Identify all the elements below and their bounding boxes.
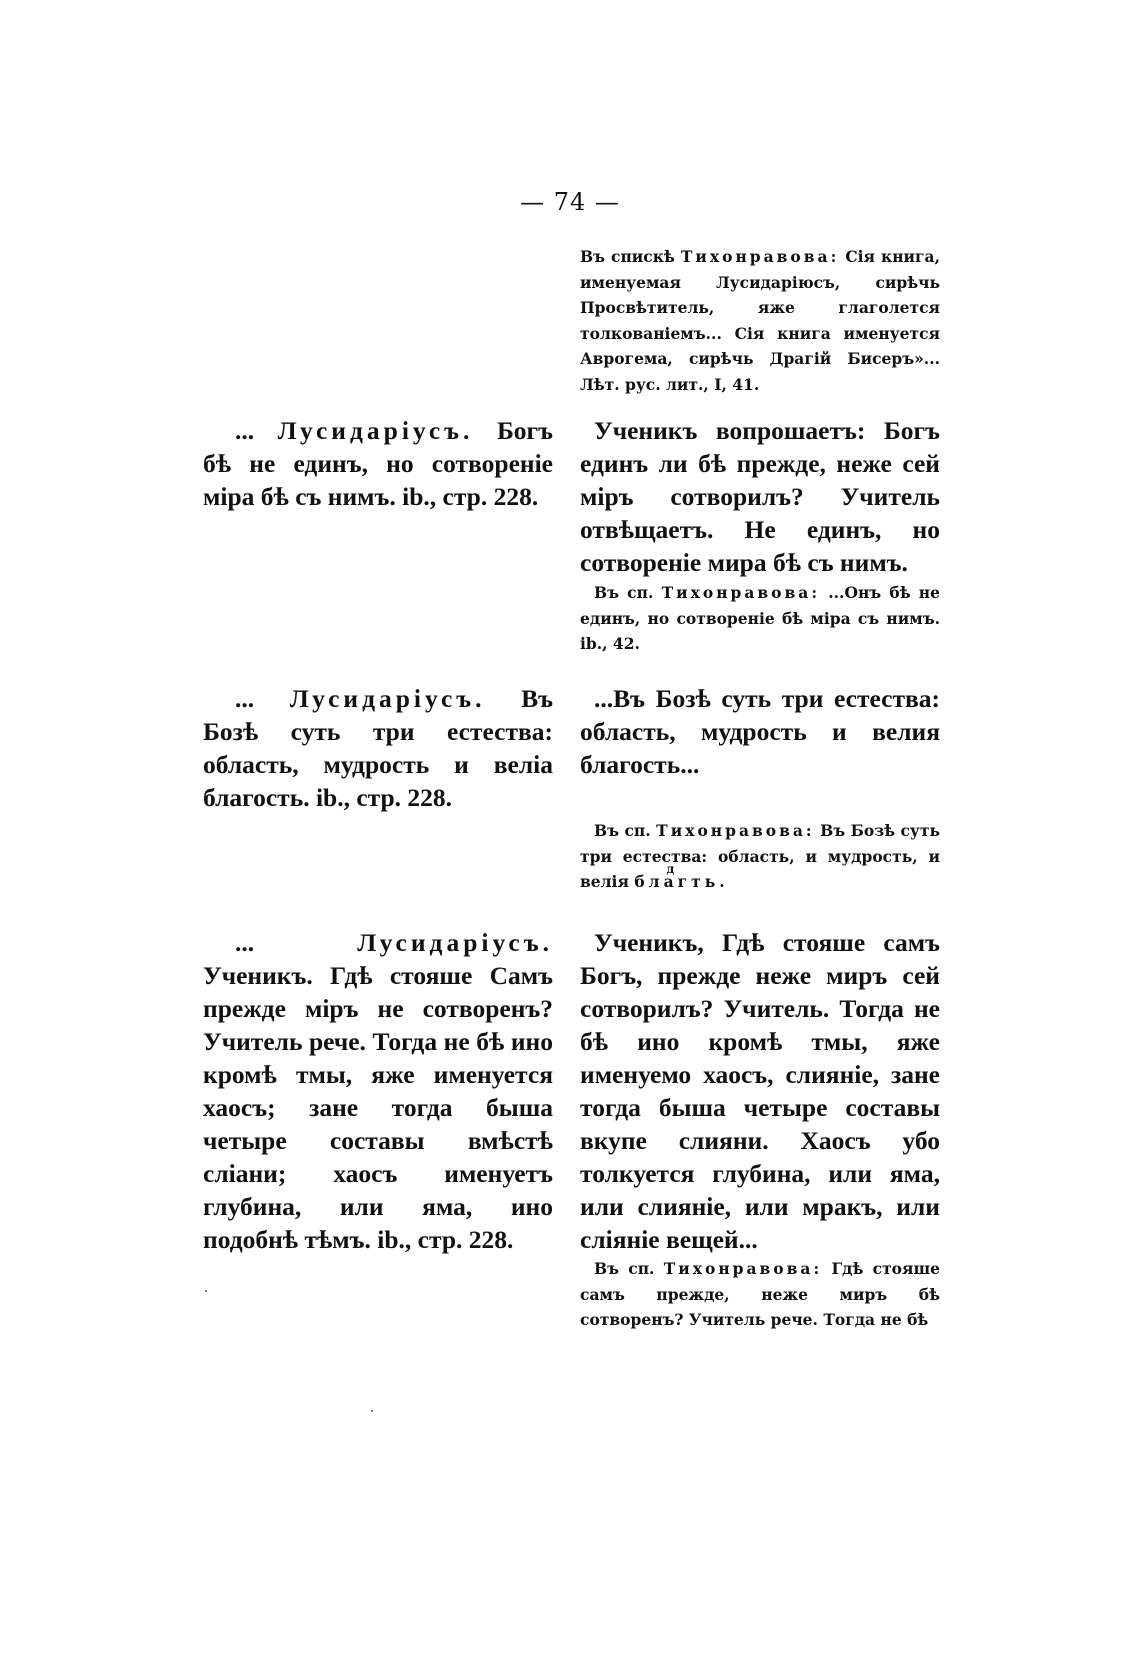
page-number: — 74 — [520,188,620,216]
section2-right-text: ...Въ Бозѣ суть три естества: область, мудрость и велия благость... [580,684,940,779]
lead-ellipsis: ... [235,684,290,713]
lead-ellipsis: ... [235,928,358,957]
note-lead: Въ сп. [594,583,654,602]
section2-left-body: Въ Бозѣ суть три естества: область, мудрость и веліа благость. ib., стр. 228. [203,684,554,812]
print-speck [205,1290,207,1292]
section2-note [580,818,940,895]
abbreviation [634,862,729,891]
section1-note [580,580,940,657]
print-speck [371,1410,373,1412]
section3-right-text: Ученикъ, Гдѣ стояше самъ Богъ, прежде неже миръ сей сотворилъ? Учитель. Тогда не бѣ ино кромѣ тмы, яже именуемо хаосъ, слияніе, зане тогда быша четыре составы вкупе слияни. Хаосъ убо толкуется глубина, или яма, или слияніе, или мракъ, или сліяніе вещей... [580,928,940,1254]
section1-left-body: Богъ бѣ не единъ, но сотвореніе міра бѣ съ нимъ. ib., стр. 228. [203,416,554,511]
note-author-name: Тихонравова: [661,583,821,602]
abbreviation-superscript: д [666,862,675,876]
note-author-name: Тихонравова: [656,821,815,840]
lead-ellipsis: ... [235,416,278,445]
lucidarius-name: Лусидаріусъ. [277,416,474,445]
abbreviation-text: благть. [634,872,729,891]
note-text: ...Онъ бѣ не единъ, но сотвореніе бѣ міра съ нимъ. ib., 42. [580,583,941,653]
lucidarius-name: Лусидаріусъ. [289,684,486,713]
note-lead: Въ спискѣ [580,247,675,266]
section1-left-text [203,414,553,513]
note-text: Сія книга, именуемая Лусидаріюсъ, сирѣчь Просвѣтитель, яже глаголется толкованіемъ... Сія книга именуется Аврогема, сирѣчь Драгій Бисеръ»... Лѣт. рус. лит., I, 41. [580,247,940,394]
section3-left-body: Ученикъ. Гдѣ стояше Самъ прежде міръ не сотворенъ? Учитель рече. Тогда не бѣ ино кромѣ тмы, яже именуется хаосъ; зане тогда быша четыре составы вмѣстѣ сліани; хаосъ именуетъ глубина, или яма, ино подобнѣ тѣмъ. ib., стр. 228. [203,961,553,1254]
section2-left-text [203,682,553,814]
lucidarius-name: Лусидаріусъ. [357,928,553,957]
note-author-name: Тихонравова: [680,247,840,266]
note-lead: Въ сп. [594,1259,655,1278]
note-text: Въ Бозѣ суть три естества: область, и мудрость, и велія [580,821,940,891]
note-author-name: Тихонравова: [663,1259,823,1278]
section3-left-text [203,926,553,1256]
section1-right-text: Ученикъ вопрошаетъ: Богъ единъ ли бѣ прежде, неже сей міръ сотворилъ? Учитель отвѣщаетъ. Не единъ, но сотвореніе мира бѣ съ нимъ. [580,416,940,577]
intro-note [580,244,940,397]
section3-note [580,1256,940,1333]
note-lead: Въ сп. [594,821,651,840]
note-text: Гдѣ стояше самъ прежде, неже миръ бѣ сотворенъ? Учитель рече. Тогда не бѣ [580,1259,940,1329]
